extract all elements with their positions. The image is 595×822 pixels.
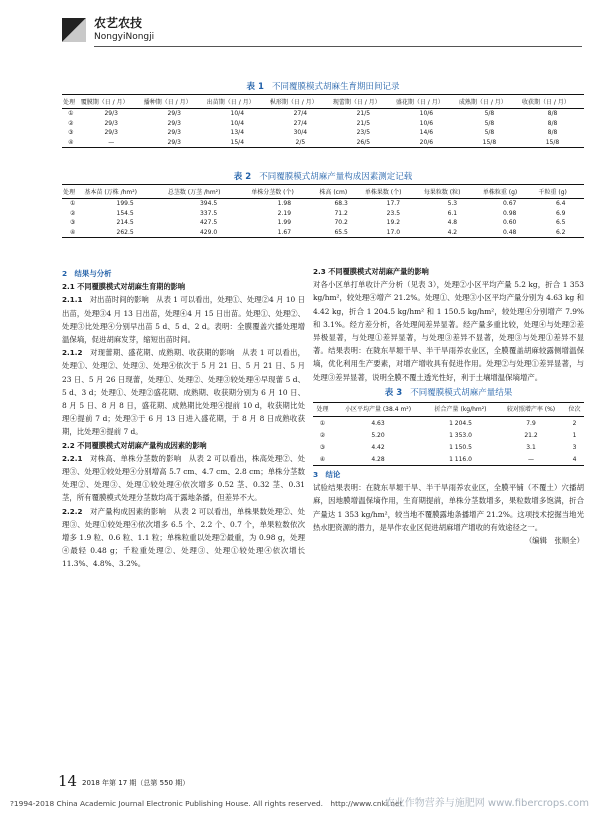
- table-cell: 154.5: [116, 209, 134, 217]
- section-3-heading: 3 结论: [313, 470, 341, 480]
- table-cell: ②: [70, 209, 76, 217]
- table-row: [62, 209, 584, 219]
- table-cell: ④: [313, 453, 332, 466]
- table-header-cell: 收获期（日 / 月）: [521, 95, 584, 109]
- table-cell: 23/5: [356, 129, 371, 137]
- table-cell: 1.99: [277, 219, 292, 227]
- table-cell: 21/5: [356, 119, 371, 127]
- section-2-1-heading: 2.1 不同覆膜模式对胡麻生育期的影响: [62, 282, 186, 292]
- table-cell: 10/6: [419, 119, 434, 127]
- table3-caption: [313, 387, 584, 400]
- table-header-cell: 处理: [313, 403, 332, 417]
- journal-logo-icon: [62, 18, 86, 42]
- table-header-cell: 处理: [62, 185, 83, 199]
- table-cell: 4.2: [423, 228, 482, 238]
- table2-caption-label: 表 2: [233, 172, 252, 182]
- table-header-cell: 出苗期（日 / 月）: [206, 95, 269, 109]
- table-cell: 29/3: [167, 110, 181, 118]
- table-cell: 10/4: [230, 119, 245, 127]
- table3-caption-label: 表 3: [384, 387, 403, 398]
- table-cell: 427.5: [199, 219, 218, 227]
- table3: [313, 402, 584, 466]
- table-header-cell: 盛花期（日 / 月）: [395, 95, 458, 109]
- copyright-line: ?1994-2018 China Academic Journal Electronic Publishing House. All rights reserved. http://www.cnki.net: [10, 799, 403, 808]
- table-cell: 8/8: [547, 129, 558, 137]
- table-cell: ④: [62, 138, 80, 148]
- table-cell: 1 353.0: [449, 431, 472, 439]
- table-cell: ③: [70, 219, 76, 227]
- section-2-3-heading: 2.3 不同覆膜模式对胡麻产量的影响: [313, 267, 429, 276]
- table-cell: ③: [68, 129, 74, 137]
- journal-header: [62, 10, 582, 50]
- table-cell: 19.2: [386, 219, 401, 227]
- table1: [62, 94, 584, 148]
- section-2-2-heading: 2.2 不同覆膜模式对胡麻产量构成因素的影响: [62, 440, 207, 450]
- table-header-cell: 现蕾期（日 / 月）: [332, 95, 395, 109]
- table-cell: 6.1: [447, 209, 458, 217]
- section-2-2-1-paragraph: 2.2.1 对株高、单株分茎数的影响 从表 2 可以看出，株高处理②、处理③、处理①较处理④分别增高 5.7 cm、4.7 cm、2.8 cm；单株分茎数处理②、处理③、处理①较处理④依次增多 0.52 茎、0.32 茎、0.31 茎，所有覆膜模式处理分茎数均高于露地条播，但差异不大。: [62, 453, 305, 503]
- table-cell: 3.1: [526, 443, 536, 451]
- table-cell: 21/5: [356, 110, 371, 118]
- table-cell: 65.5: [318, 228, 363, 238]
- table-cell: 4.63: [371, 419, 385, 427]
- table-cell: 2.19: [277, 209, 292, 217]
- table-cell: 7.9: [526, 419, 536, 427]
- table-header-cell: 覆膜期（日 / 月）: [80, 95, 143, 109]
- section-2-2-2-paragraph: 2.2.2 对产量构成因素的影响 从表 2 可以看出，单株果数处理②、处理③、处理①较处理④依次增多 6.5 个、2.2 个、0.7 个，单果粒数依次增多 1.9 粒、0.6 粒、1.1 粒；单株粒重以处理②最重，为 0.98 g，处理④最轻 0.48 g；千粒重处理②、处理③、处理①较处理④依次增长 11.3%、4.8%、3.2%。: [62, 506, 305, 569]
- table-header-cell: 处理: [62, 95, 80, 109]
- table-row: [62, 218, 584, 228]
- table-cell: 1.67: [250, 228, 318, 238]
- table-cell: ③: [319, 443, 326, 451]
- issue-info: 2018 年第 17 期（总第 550 期）: [82, 779, 190, 787]
- table-cell: 10/6: [419, 110, 434, 118]
- table-row: [62, 138, 584, 148]
- table-cell: ④: [62, 228, 83, 238]
- table-row: [62, 128, 584, 138]
- table-cell: 1 116.0: [424, 453, 497, 466]
- table-cell: 3: [572, 443, 577, 451]
- table-cell: 27/4: [293, 110, 308, 118]
- table-cell: 20/6: [395, 138, 458, 148]
- journal-title-en: NongyiNongji: [94, 32, 155, 42]
- section-2-3-paragraph: 对各小区单打单收计产分析（见表 3），处理②小区平均产量 5.2 kg，折合 1 353 kg/hm²，较处理④增产 21.2%。处理①、处理③小区平均产量分别为 4.63 kg 和 4.42 kg，折合 1 204.5 kg/hm² 和 1 150.5 kg/hm²，较处理④分别增产 7.9% 和 3.1%。经方差分析，各处理间差异显著。经产量多重比较，处理④与处理②差异极显著，与处理①差异显著，与处理③差异不显著，处理③与处理①差异不显著。结果表明：在陇东旱塬干旱、半干旱雨养农业区，全膜覆盖胡麻较露侧增温保墒，优化利用生产要素，对增产增收具有促进作用。处理②与处理①差异显著，与处理③差异显著，说明全膜不覆土透光性好，利于土壤增温保墒增产。: [313, 280, 584, 382]
- table-cell: 262.5: [83, 228, 166, 238]
- table-header-cell: 折合产量 (kg/hm²): [424, 403, 497, 417]
- table-cell: 0.48: [482, 228, 538, 238]
- table-cell: 10/4: [230, 110, 245, 118]
- table-cell: 0.67: [502, 200, 517, 208]
- table-cell: 23.5: [386, 209, 401, 217]
- table-header-cell: 基本苗 (万株 /hm²): [83, 185, 166, 199]
- table-cell: 30/4: [293, 129, 308, 137]
- site-watermark: 农业作物营养与施肥网 www.fibercrops.com: [384, 798, 589, 809]
- table-cell: ②: [68, 119, 74, 127]
- table-cell: 5.3: [447, 200, 458, 208]
- table-cell: 21.2: [524, 431, 538, 439]
- table-cell: 27/4: [293, 119, 308, 127]
- table-cell: —: [80, 138, 143, 148]
- table-header-cell: 单株果数 (个): [364, 185, 423, 199]
- table-cell: 70.2: [334, 219, 348, 227]
- table-cell: —: [497, 453, 565, 466]
- table-cell: 29/3: [104, 110, 118, 118]
- table-cell: 429.0: [167, 228, 250, 238]
- table-cell: 29/3: [167, 119, 181, 127]
- table-header-cell: 枞形期（日 / 月）: [269, 95, 332, 109]
- table-cell: ①: [70, 200, 76, 208]
- table-cell: 5/8: [484, 129, 495, 137]
- table-cell: ②: [319, 431, 326, 439]
- table-cell: ①: [319, 419, 326, 427]
- table-cell: 29/3: [143, 138, 206, 148]
- table-cell: 394.5: [199, 200, 218, 208]
- table-cell: 6.5: [555, 219, 566, 227]
- table-cell: 29/3: [104, 129, 118, 137]
- editor-credit: （编辑 张顺全）: [524, 536, 584, 546]
- table-row: [62, 109, 584, 119]
- table-cell: 5/8: [484, 119, 495, 127]
- table-cell: 1: [572, 431, 577, 439]
- section-2-1-2-paragraph: 2.1.2 对现蕾期、盛花期、成熟期、收获期的影响 从表 1 可以看出，处理①、处理②、处理③、处理④依次于 5 月 21 日、5 月 21 日、5 月 23 日、5 月 26 日现蕾，处理①、处理②、处理③较处理④早现蕾 5 d、5 d、3 d；处理①、处理②盛花期、成熟期、收获期分别为 6 月 10 日、8 月 5 日、8 月 8 日，盛花期、成熟期比处理④提前 10 d，收获期比处理④提前 7 d；处理③于 6 月 13 日进入盛花期，于 8 月 8 日成熟收获期，比处理④提前 7 d。: [62, 348, 305, 437]
- table-cell: 6.9: [555, 209, 566, 217]
- table1-caption-label: 表 1: [246, 82, 264, 92]
- table-header-cell: 位次: [565, 403, 584, 417]
- table1-caption-text: 不同覆膜模式胡麻生育期田间记录: [271, 82, 400, 92]
- table-cell: 0.98: [502, 209, 517, 217]
- table-cell: 15/8: [458, 138, 521, 148]
- table-cell: 29/3: [104, 119, 118, 127]
- table-cell: 17.7: [386, 200, 401, 208]
- table-row: [313, 441, 584, 453]
- table-cell: 4: [565, 453, 584, 466]
- table-cell: 2: [572, 419, 577, 427]
- table-cell: 17.0: [364, 228, 423, 238]
- table-cell: 5.20: [371, 431, 385, 439]
- table-cell: 6.4: [555, 200, 566, 208]
- table2-caption-text: 不同覆膜模式胡麻产量构成因素测定记载: [259, 172, 413, 182]
- table-header-cell: 单株粒重 (g): [482, 185, 538, 199]
- left-column: [62, 265, 305, 571]
- table-cell: 6.2: [537, 228, 584, 238]
- table1-caption: [62, 80, 584, 92]
- table-header-cell: 总茎数 (万茎 /hm²): [167, 185, 250, 199]
- table-cell: 29/3: [167, 129, 181, 137]
- journal-title-cn: 农艺农技: [94, 16, 143, 30]
- table-cell: 5/8: [484, 110, 495, 118]
- table-row: [62, 119, 584, 129]
- table-cell: 1 204.5: [449, 419, 472, 427]
- table-header-cell: 较对照增产率 (%): [497, 403, 565, 417]
- section-2-1-1-paragraph: 2.1.1 对出苗时间的影响 从表 1 可以看出，处理①、处理②4 月 10 日出苗，处理③4 月 13 日出苗，处理④4 月 15 日出苗。处理①、处理②、处理③比处理④分别早出苗 5 d、5 d、2 d。表明：全膜覆盖穴播处理增温保墒，促进胡麻发芽，缩短出苗时间。: [62, 295, 305, 345]
- table-cell: 8/8: [547, 119, 558, 127]
- table-cell: 1.98: [277, 200, 292, 208]
- table3-caption-text: 不同覆膜模式胡麻产量结果: [410, 387, 513, 398]
- table-cell: 1 150.5: [449, 443, 472, 451]
- table-cell: 214.5: [116, 219, 134, 227]
- header-rule: [94, 46, 582, 47]
- table-cell: 4.42: [371, 443, 385, 451]
- table-cell: 2/5: [269, 138, 332, 148]
- table-cell: ①: [68, 110, 74, 118]
- table-row: [62, 228, 584, 238]
- table-header-cell: 每果粒数 (粒): [423, 185, 482, 199]
- section-2-heading: 2 结果与分析: [62, 269, 112, 278]
- conclusion-paragraph: 试验结果表明：在陇东旱塬干旱、半干旱雨养农业区，全膜平铺（不覆土）穴播胡麻，因地膜增温保墒作用，生育期提前，单株分茎数增多，果粒数增多饱满，折合产量达 1 353 kg/hm²，较当地不覆膜露地条播增产 21.2%。这项技术挖掘当地光热水肥资源的潜力，是旱作农业区促进胡麻增产增收的有效途径之一。: [313, 483, 584, 532]
- table-cell: 71.2: [334, 209, 348, 217]
- right-column: [313, 265, 584, 547]
- table-cell: 8/8: [547, 110, 558, 118]
- table2-caption: [62, 170, 584, 182]
- table-cell: 337.5: [199, 209, 218, 217]
- table-cell: 26/5: [332, 138, 395, 148]
- table-cell: 13/4: [230, 129, 245, 137]
- table-cell: 15/8: [521, 138, 584, 148]
- table-header-cell: 播种期（日 / 月）: [143, 95, 206, 109]
- table-cell: 4.28: [332, 453, 424, 466]
- table-row: [313, 453, 584, 466]
- table-cell: 0.60: [502, 219, 517, 227]
- table-header-cell: 小区平均产量 (38.4 m²): [332, 403, 424, 417]
- table-cell: 4.8: [447, 219, 458, 227]
- page-number: 14: [58, 772, 78, 790]
- table-cell: 199.5: [116, 200, 134, 208]
- table-header-cell: 单株分茎数 (个): [250, 185, 318, 199]
- table2: [62, 184, 584, 238]
- table-row: [62, 199, 584, 209]
- table-row: [313, 429, 584, 441]
- table-row: [313, 417, 584, 430]
- table-header-cell: 千粒重 (g): [537, 185, 584, 199]
- table-cell: 68.3: [334, 200, 348, 208]
- table-cell: 15/4: [206, 138, 269, 148]
- table-cell: 14/6: [419, 129, 434, 137]
- table-header-cell: 成熟期（日 / 月）: [458, 95, 521, 109]
- table-header-cell: 株高 (cm): [318, 185, 363, 199]
